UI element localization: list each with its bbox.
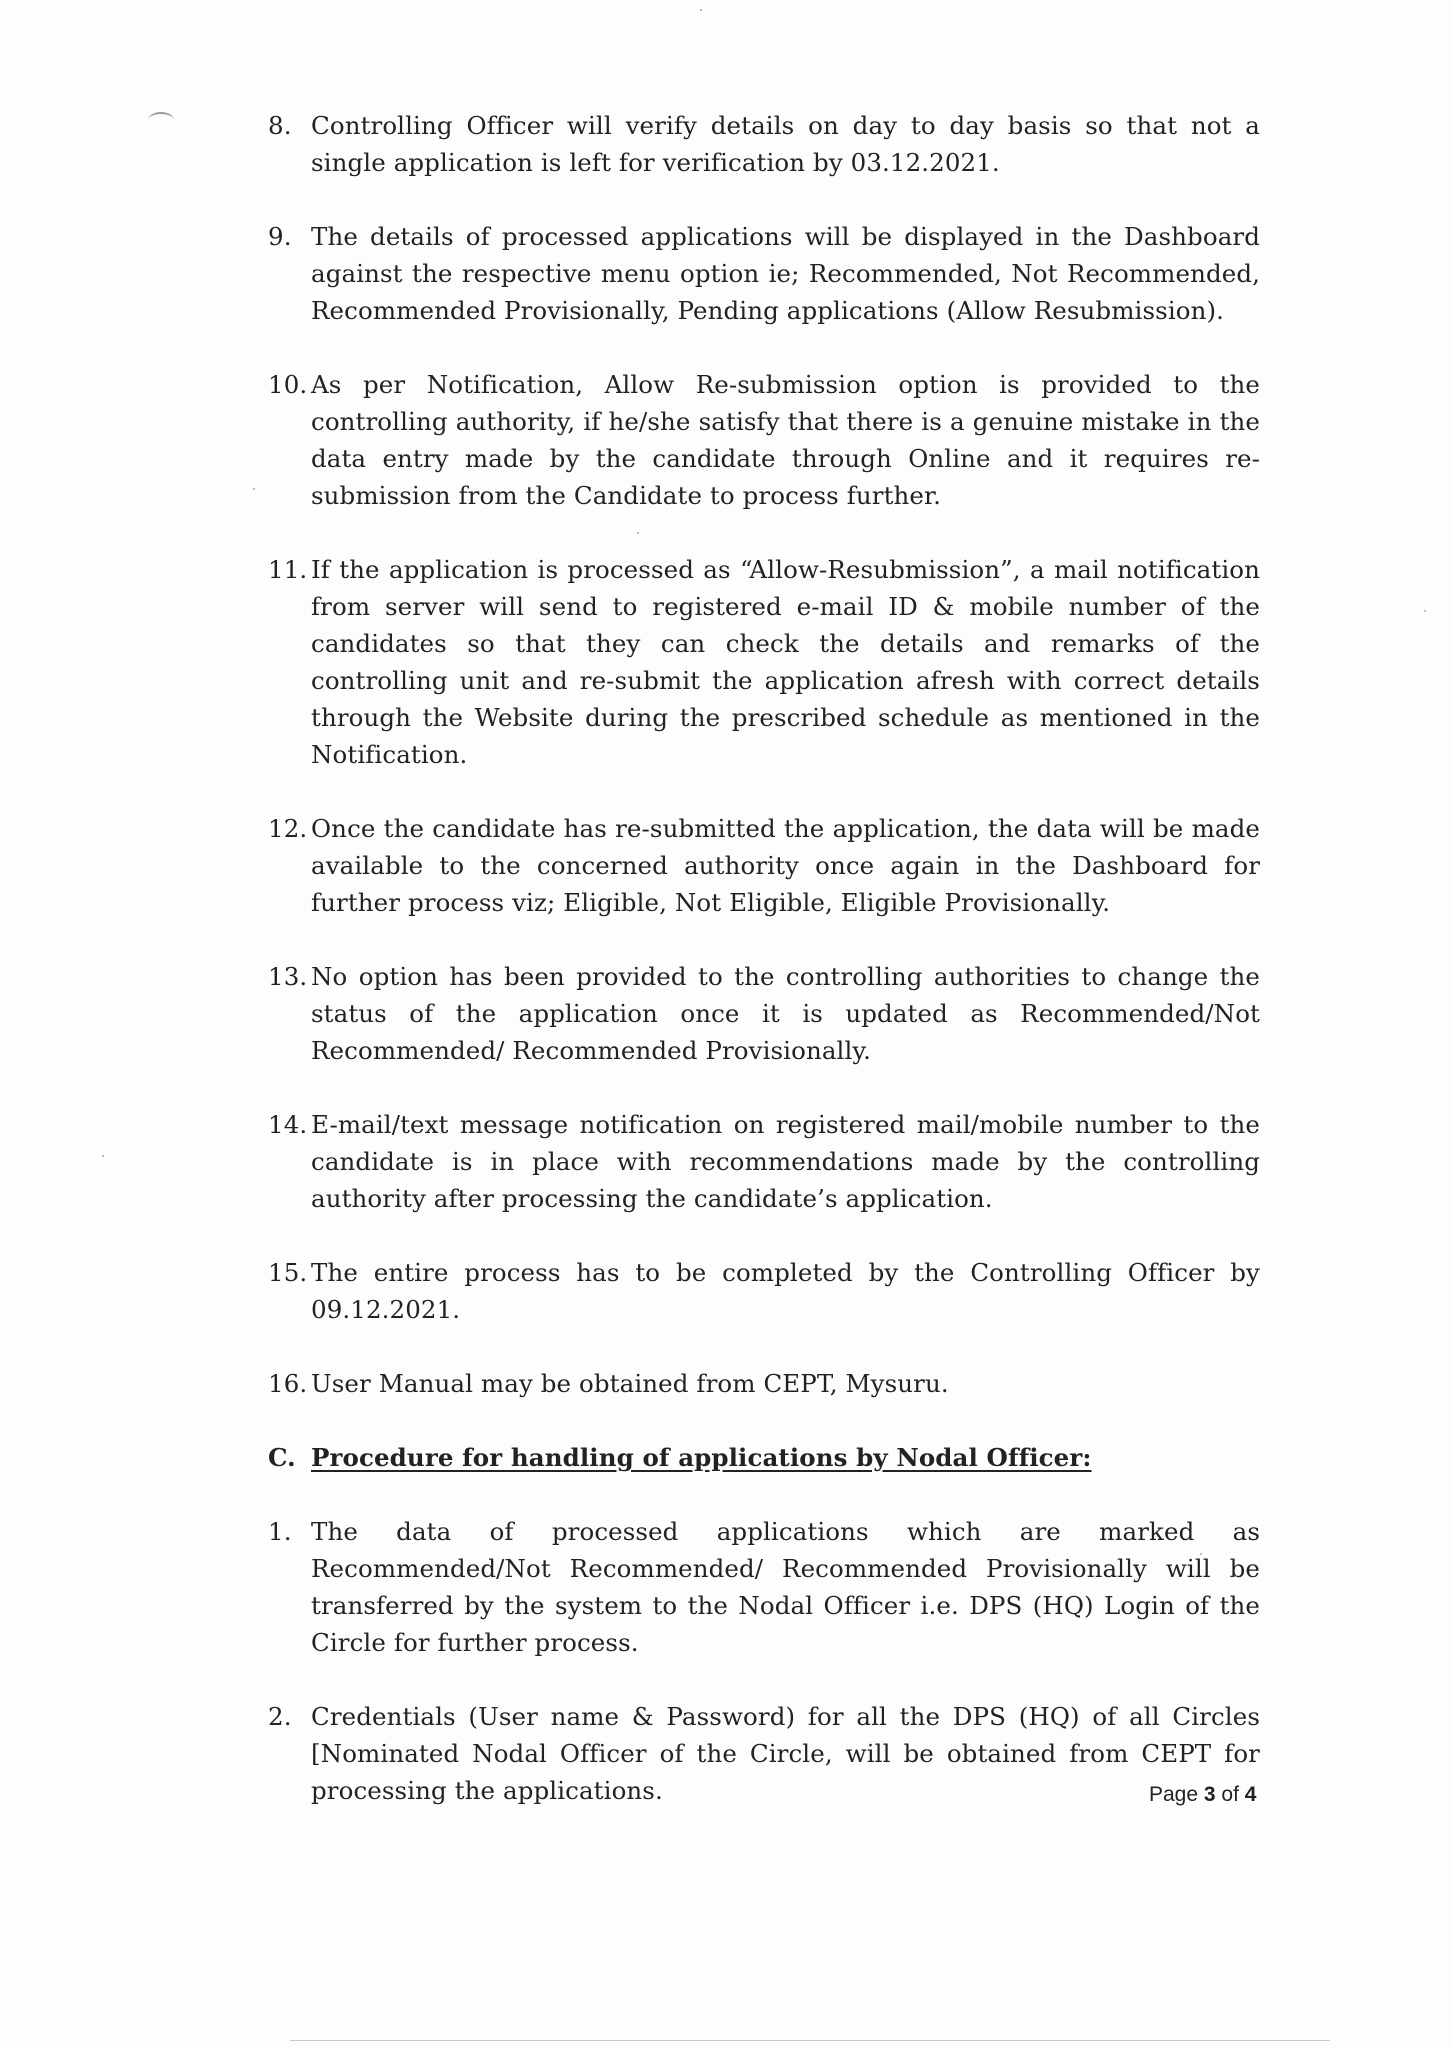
- scan-speck: [1424, 610, 1426, 612]
- item-text: E-mail/text message notification on registered mail/mobile number to the candidate is in place with recommendations made by the controlling authority after processing the candidate’s application.: [311, 1110, 1260, 1213]
- item-number: 12.: [268, 814, 308, 843]
- list-item: [268, 1254, 1260, 1328]
- scan-speck: [102, 1155, 104, 1157]
- section-title: Procedure for handling of applications by Nodal Officer:: [311, 1443, 1092, 1472]
- item-text: The entire process has to be completed by the Controlling Officer by 09.12.2021.: [311, 1258, 1260, 1324]
- list-item: [268, 366, 1260, 514]
- list-item: [268, 218, 1260, 329]
- list-item: [268, 551, 1260, 773]
- item-text: The details of processed applications will be displayed in the Dashboard against the respective menu option ie; Recommended, Not Recommended, Recommended Provisionally, Pending applications (Allow Resubmission).: [311, 222, 1260, 325]
- item-text: No option has been provided to the controlling authorities to change the status of the application once it is updated as Recommended/Not Recommended/ Recommended Provisionally.: [311, 962, 1260, 1065]
- item-number: 16.: [268, 1369, 308, 1398]
- item-text: Once the candidate has re-submitted the application, the data will be made available to the concerned authority once again in the Dashboard for further process viz; Eligible, Not Eligible, Eligible Provisionally.: [311, 814, 1260, 917]
- list-item: [268, 1365, 1260, 1402]
- list-item: [268, 810, 1260, 921]
- list-item: [268, 1106, 1260, 1217]
- item-text: If the application is processed as “Allow-Resubmission”, a mail notification from server will send to registered e-mail ID & mobile number of the candidates so that they can check the details and remarks of the controlling unit and re-submit the application afresh with correct details through the Website during the prescribed schedule as mentioned in the Notification.: [311, 555, 1260, 769]
- item-number: 14.: [268, 1110, 308, 1139]
- item-text: As per Notification, Allow Re-submission option is provided to the controlling authority, if he/she satisfy that there is a genuine mistake in the data entry made by the candidate through Online and it requires re-submission from the Candidate to process further.: [311, 370, 1260, 510]
- item-number: 2.: [268, 1702, 292, 1731]
- item-number: 15.: [268, 1258, 308, 1287]
- item-number: 11.: [268, 555, 308, 584]
- item-number: 9.: [268, 222, 292, 251]
- list-item: [268, 1698, 1260, 1809]
- item-text: Credentials (User name & Password) for all the DPS (HQ) of all Circles [Nominated Nodal Officer of the Circle, will be obtained from CEPT for processing the applications.: [311, 1702, 1260, 1805]
- item-text: The data of processed applications which are marked as Recommended/Not Recommended/ Recommended Provisionally will be transferred by the system to the Nodal Officer i.e. DPS (HQ) Login of the Circle for further process.: [311, 1517, 1260, 1657]
- item-text: Controlling Officer will verify details on day to day basis so that not a single application is left for verification by 03.12.2021.: [311, 111, 1260, 177]
- item-text: User Manual may be obtained from CEPT, Mysuru.: [311, 1369, 949, 1398]
- document-body: [268, 107, 1260, 1846]
- of-word: of: [1221, 1783, 1239, 1806]
- section-heading: [268, 1439, 1260, 1476]
- scan-speck: [253, 488, 255, 490]
- section-label: C.: [268, 1443, 296, 1472]
- scan-speck: [700, 9, 702, 11]
- item-number: 8.: [268, 111, 292, 140]
- list-item: [268, 958, 1260, 1069]
- list-item: [268, 1513, 1260, 1661]
- scan-edge-line: [290, 2040, 1330, 2041]
- page-word: Page: [1149, 1783, 1199, 1806]
- current-page: 3: [1203, 1783, 1216, 1806]
- item-number: 13.: [268, 962, 308, 991]
- scan-artifact: [148, 112, 174, 128]
- item-number: 1.: [268, 1517, 292, 1546]
- total-pages: 4: [1244, 1783, 1257, 1806]
- page-number: [1149, 1783, 1256, 1807]
- item-number: 10.: [268, 370, 308, 399]
- list-item: [268, 107, 1260, 181]
